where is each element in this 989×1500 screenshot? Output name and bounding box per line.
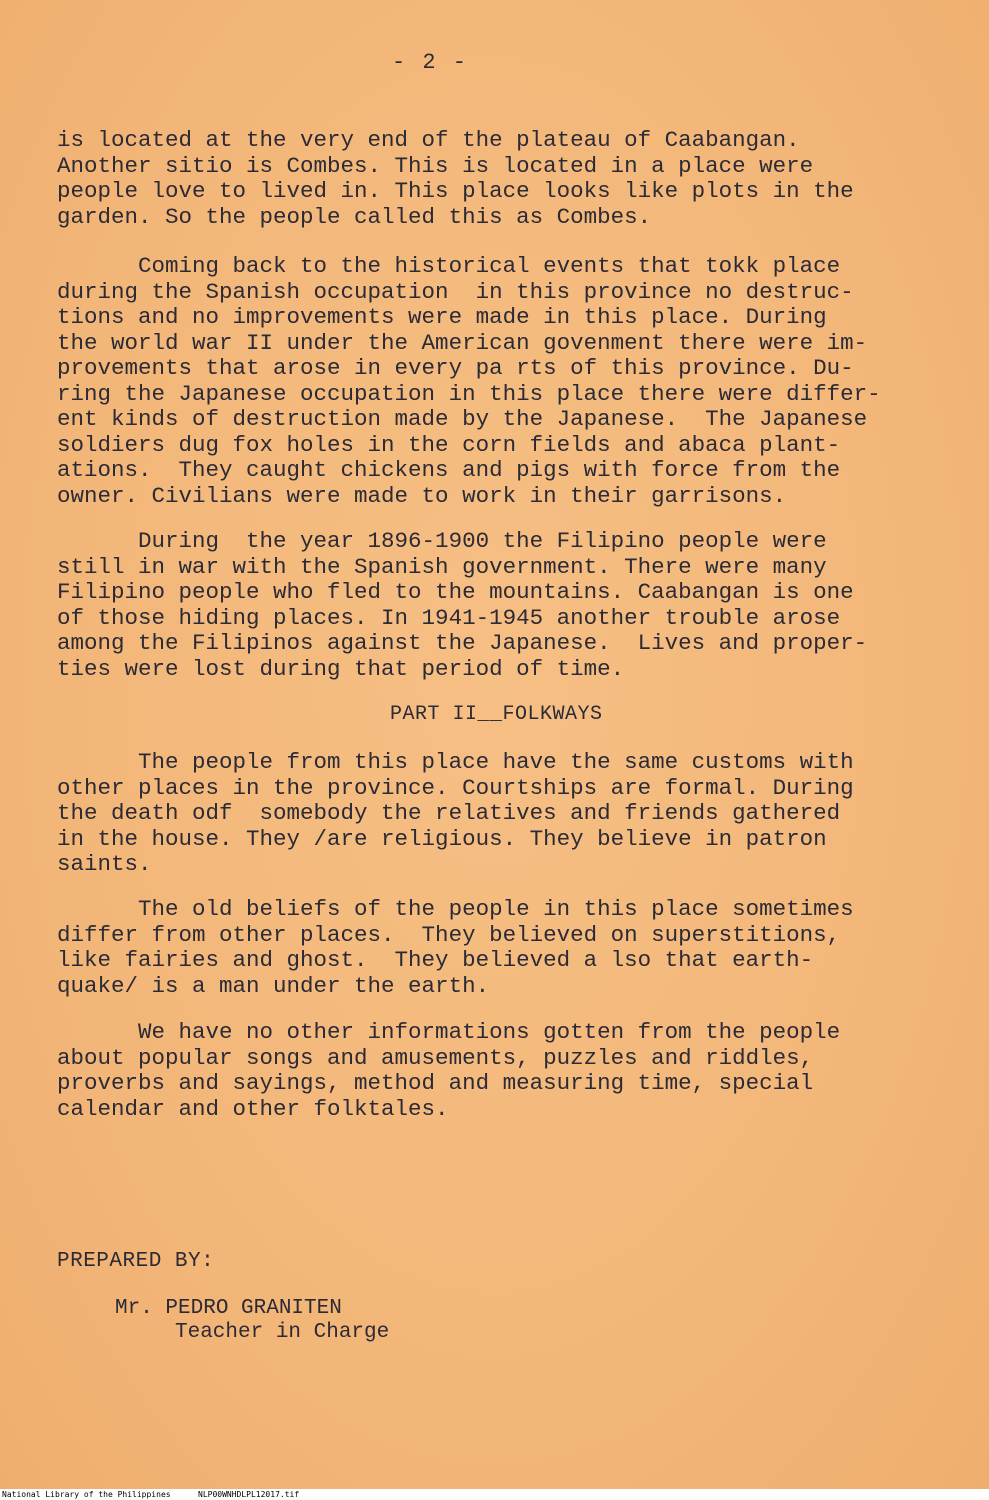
- section-heading-folkways: PART II__FOLKWAYS: [390, 703, 603, 726]
- scan-footer: [0, 1489, 989, 1500]
- page-number: - 2 -: [391, 50, 468, 75]
- prepared-by-label: PREPARED BY:: [57, 1250, 215, 1273]
- preparer-name: Mr. PEDRO GRANITEN: [115, 1297, 342, 1320]
- paragraph-historical-events: Coming back to the historical events that tokk place during the Spanish occupation in this province no destruc- tions and no improvements were made in this place. During the world war II under the American govenment there were im- provements that arose in every pa rts of this province. Du- ring the Japanese occupation in this place there were differ- ent kinds of destruction made by the Japanese. The Japanese soldiers dug fox holes in the corn fields and abaca plant- ations. They caught chickens and pigs with force from the owner. Civilians were made to work in their garrisons.: [57, 253, 881, 509]
- footer-filename: NLP00WNHDLPL12017.tif: [198, 1490, 300, 1499]
- preparer-role: Teacher in Charge: [175, 1321, 390, 1344]
- paragraph-customs: The people from this place have the same customs with other places in the province. Courtships are formal. During the death odf somebody the relatives and friends gathered in the house. They /are religious. They believe in patron saints.: [57, 749, 854, 877]
- footer-library-name: National Library of the Philippines: [2, 1490, 171, 1499]
- paragraph-sitio-description: is located at the very end of the plateau of Caabangan. Another sitio is Combes. This is located in a place were people love to lived in. This place looks like plots in the garden. So the people called this as Combes.: [57, 127, 854, 230]
- paragraph-no-information: We have no other informations gotten from the people about popular songs and amusements, puzzles and riddles, proverbs and sayings, method and measuring time, special calendar and other folktales.: [57, 1019, 841, 1122]
- paragraph-war-years: During the year 1896-1900 the Filipino people were still in war with the Spanish government. There were many Filipino people who fled to the mountains. Caabangan is one of those hiding places. In 1941-1945 another trouble arose among the Filipinos against the Japanese. Lives and proper- ties were lost during that period of time.: [57, 528, 868, 682]
- paragraph-beliefs: The old beliefs of the people in this place sometimes differ from other places. They believed on superstitions, like fairies and ghost. They believed a lso that earth- quake/ is a man under the earth.: [57, 896, 854, 999]
